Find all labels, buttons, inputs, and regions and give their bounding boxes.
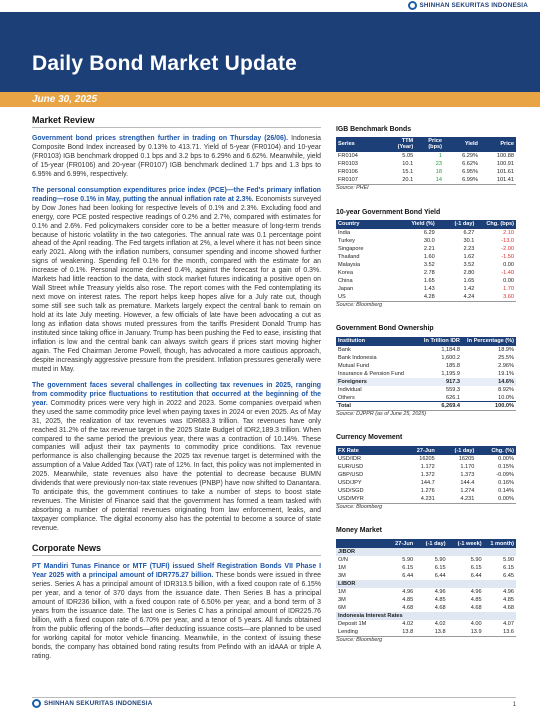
- table-source: Source: Bloomberg: [336, 503, 516, 511]
- table-cell: 16205: [419, 455, 435, 462]
- table-cell: 2.10: [503, 229, 514, 236]
- table-cell: 4.28: [423, 293, 435, 300]
- table-cell: 3.52: [463, 261, 475, 268]
- table-cell: 6.15: [402, 564, 414, 571]
- table-cell: Japan: [338, 285, 354, 292]
- table-cell: 4.96: [470, 588, 482, 595]
- table-cell: 4.07: [503, 620, 514, 627]
- table-group-header: [336, 548, 516, 556]
- paragraph-headline: Government bond prices strengthen further in trading on Thursday (26/06).: [32, 135, 289, 142]
- table-cell: 15.1: [402, 168, 414, 175]
- table-row-highlighted: [336, 378, 516, 386]
- table-cell: Deposit 1M: [338, 620, 367, 627]
- table-cell: 1.62: [463, 253, 475, 260]
- table-cell: Foreigners: [336, 378, 415, 386]
- table-cell: 20.1: [402, 176, 414, 183]
- table-cell: 2.80: [463, 269, 475, 276]
- paragraph-body: These bonds were issued in three series. Series A has a principal amount of IDR313.5 billion, with a fixed coupon rate of 6.15% per year, and a tenor of 370 days from the issuance date. Then Series B has a principal amount of IDR236 billion, with a fixed coupon rate of 6.50% per year, and a bond term of 3 years from the issuance date. The last one is Series C has a principal amount of IDR225.76 billion, with a fixed coupon rate of 6.70% per year, and a tenor of 5 years. All funds obtained from the public offering of the bonds—after deducting issuance costs—are planned to be used for working capital for motor vehicle financing. Meanwhile, in the context of issuing these bonds, the company has obtained bond rating results from Pefindo with an idAAA or triple A rating.: [32, 571, 321, 660]
- table-cell: 4.96: [402, 588, 414, 595]
- paragraph-body: Commodity prices were very high in 2022 and 2023. Some companies overpaid when they used the same commodity price level when paying taxes in 2024 or even 2025. As of May 31, 2025, the realization of tax revenues was IDR683.3 trillion. Tax revenues have only reached 31.2% of the tax revenue target in the 2025 State Budget of IDR2,189.3 trillion. When compared to the same period the previous year, there was a contraction of 10.14%. These companies will adjust their tax payments to commodity price conditions. Tax revenue performance is also challenging because the 2025 tax revenue target is determined with the assumption of a Value Added Tax (VAT) rate of 12%. In fact, this policy was not implemented in 2025. Meanwhile, state revenues also have the potential to decrease because BUMN dividends that were previously non-tax state revenues (PNBP) have now shifted to Danantara. To anticipate this, the government continues to take a number of steps to boost state revenues. The Minister of Finance said that the government has formed a team tasked with absorbing a number of potential revenues originating from law enforcement, leaks, and taxpayer compliance. The digital economy also has the potential to become a source of state revenue.: [32, 399, 321, 533]
- table-row: [336, 596, 516, 604]
- column-header: Series: [336, 137, 386, 152]
- table-cell: 6.29%: [462, 152, 478, 159]
- column-header: Yield: [444, 137, 480, 152]
- table-cell: 19.1%: [498, 370, 514, 377]
- table-cell: 1.274: [460, 487, 475, 494]
- table-cell: 101.41: [496, 176, 514, 183]
- shinhan-logo-icon: [32, 699, 41, 708]
- table-cell: 10.1: [402, 160, 414, 167]
- table-row: [336, 386, 516, 394]
- table-row: [336, 455, 516, 463]
- table-cell: 1.172: [420, 463, 435, 470]
- ownership-table: [336, 337, 516, 410]
- table-source: Source: PHEI: [336, 184, 516, 192]
- table-cell: 18.9%: [498, 346, 514, 353]
- table-row: [336, 229, 516, 237]
- table-cell: FR0106: [338, 168, 358, 175]
- table-cell: 559.3: [445, 386, 460, 393]
- table-cell: -1.50: [501, 253, 514, 260]
- table-cell: 1.65: [423, 277, 435, 284]
- table-cell: 4.96: [503, 588, 514, 595]
- table-cell: 13.9: [470, 628, 482, 635]
- table-cell: FR0103: [338, 160, 358, 167]
- table-cell: 4.85: [402, 596, 414, 603]
- table-cell: 0.00: [503, 261, 514, 268]
- report-title: Daily Bond Market Update: [32, 52, 298, 75]
- table-cell: India: [338, 229, 351, 236]
- money-market-table: [336, 539, 516, 636]
- column-header: 1 month): [484, 539, 516, 548]
- paragraph-headline: The personal consumption expenditures price index (PCE)—the Fed's primary inflation reading—rose 0.1% in May, putting the annual inflation rate at 2.3%.: [32, 186, 321, 203]
- table-cell: 4.68: [503, 604, 514, 611]
- table-cell: 10.0%: [498, 394, 514, 401]
- paragraph-body: Indonesia Composite Bond Index increased by 0.13% to 413.71. Yield of 5-year (FR0104) and 10-year (FR0103) IGB benchmark dropped 0.1 bps and 3.2 bps to 6.29% and 6.62%. Meanwhile, yield of 15-year (FR0106) and 20-year (FR0107) IGB benchmark declined 1.7 bps and 1.3 bps to 6.95% and 6.99%, respectively.: [32, 135, 321, 178]
- table-cell: 8.92%: [498, 386, 514, 393]
- table-cell: 101.61: [496, 168, 514, 175]
- table-total-row: [336, 402, 516, 410]
- table-cell: GBP/USD: [338, 471, 364, 478]
- table-cell: 1: [438, 152, 442, 159]
- column-header: Chg. (bps): [476, 220, 516, 229]
- currency-title: Currency Movement: [336, 434, 403, 442]
- table-row: [336, 168, 516, 176]
- govt-yield-title: 10-year Government Bond Yield: [336, 209, 441, 217]
- table-cell: 0.00%: [498, 495, 514, 502]
- market-review-paragraph-2: [32, 187, 321, 375]
- table-cell: 4.02: [402, 620, 414, 627]
- table-cell: 4.96: [434, 588, 446, 595]
- table-cell: 30.1: [463, 237, 475, 244]
- table-cell: 1,600.2: [441, 354, 460, 361]
- paragraph-headline: PT Mandiri Tunas Finance or MTF (TUFI) issued Shelf Registration Bonds VII Phase I Year 2025 with a principal amount of IDR775.27 billion.: [32, 562, 321, 579]
- table-row: [336, 285, 516, 293]
- table-cell: 4.68: [402, 604, 414, 611]
- table-cell: 100.91: [496, 160, 514, 167]
- column-header: Price: [480, 137, 516, 152]
- table-cell: 917.3: [415, 378, 462, 386]
- currency-table: [336, 446, 516, 503]
- table-row: [336, 160, 516, 168]
- column-header: TTM (Year): [386, 137, 415, 152]
- table-cell: O/N: [338, 556, 348, 563]
- table-cell: 5.90: [503, 556, 514, 563]
- table-cell: 6.95%: [462, 168, 478, 175]
- table-cell: 14.6%: [462, 378, 516, 386]
- table-cell: -1.40: [501, 269, 514, 276]
- table-row: [336, 269, 516, 277]
- table-cell: 16205: [458, 455, 475, 462]
- table-row: [336, 237, 516, 245]
- table-cell: 4.85: [503, 596, 514, 603]
- table-cell: 3M: [338, 572, 346, 579]
- table-cell: Turkey: [338, 237, 355, 244]
- igb-benchmark-title: IGB Benchmark Bonds: [336, 126, 412, 133]
- table-cell: USD/SGD: [338, 487, 364, 494]
- table-cell: FR0107: [338, 176, 358, 183]
- table-row: [336, 245, 516, 253]
- table-cell: 6.15: [470, 564, 482, 571]
- top-bar: [0, 0, 540, 12]
- column-header: Yield (%): [397, 220, 437, 229]
- table-cell: EUR/USD: [338, 463, 364, 470]
- table-cell: 6.99%: [462, 176, 478, 183]
- table-cell: 13.8: [434, 628, 446, 635]
- table-group-header: [336, 580, 516, 588]
- table-cell: 2.78: [423, 269, 435, 276]
- paragraph-body: Economists surveyed by Dow Jones had been looking for respective levels of 0.1% and 2.3%. Excluding food and energy, core PCE posted respective readings of 0.2% and 2.7%, compared with estimates for 0.1% and 2.6%. Fed policymakers consider core to be a better measure of long-term trends because of historic volatility in the two categories. The annual rate was 0.1 percentage point ahead of the April reading. The Fed targets inflation at 2%, a level where it has not been since early 2021. Along with the inflation numbers, consumer spending and income showed further signs of weakening. Spending fell 0.1% for the month, compared with the estimate for an increase of 0.1%. Personal income declined 0.4%, against the forecast for a gain of 0.3%. Markets had little reaction to the data, with stock market futures indicating a positive open on Wall Street while Treasury yields also rose. The report comes with the Fed contemplating its next move on interest rates. The report helps keep hopes alive for a July rate cut, though some still see such talk as premature. Markets largely expect the central bank to remain on hold at its late July meeting. However, a few officials of late have been advocating a cut as long as inflation data shows muted pressures from the tariffs President Donald Trump has instituted since taking office in January. Trump has been pushing the Fed to ease, insisting that inflation is low and the central bank can always switch gears if prices start moving higher again. The Fed Chairman Jerome Powell, though, has advocated a more cautious approach, despite increasingly aggressive pressure from the president. Inflation pressures generally were muted in May.: [32, 195, 321, 373]
- table-row: [336, 620, 516, 628]
- table-cell: -0.09%: [496, 471, 514, 478]
- table-cell: 5.05: [402, 152, 414, 159]
- table-cell: 0.14%: [498, 487, 514, 494]
- table-cell: 1,184.8: [441, 346, 460, 353]
- column-header: [336, 539, 386, 548]
- table-cell: 1.170: [460, 463, 475, 470]
- table-cell: 4.00: [470, 620, 482, 627]
- footer-logo: [32, 699, 153, 708]
- table-cell: Lending: [338, 628, 358, 635]
- table-cell: Bank Indonesia: [338, 354, 377, 361]
- column-header: Chg. (%): [476, 446, 516, 455]
- table-cell: 30.0: [423, 237, 435, 244]
- table-cell: 1.42: [463, 285, 475, 292]
- table-cell: China: [338, 277, 353, 284]
- table-cell: 1.276: [420, 487, 435, 494]
- table-cell: 0.15%: [498, 463, 514, 470]
- column-header: FX Rate: [336, 446, 397, 455]
- table-cell: Korea: [338, 269, 353, 276]
- table-cell: 5.90: [402, 556, 414, 563]
- igb-benchmark-table: [336, 137, 516, 184]
- column-header: (-1 day): [437, 446, 477, 455]
- table-source: Source: Bloomberg: [336, 301, 516, 309]
- column-header: Country: [336, 220, 397, 229]
- ownership-title: Government Bond Ownership: [336, 325, 434, 333]
- corporate-news-paragraph-1: [32, 563, 321, 661]
- table-cell: 2.96%: [498, 362, 514, 369]
- table-cell: 0.16%: [498, 479, 514, 486]
- column-header: (-1 week): [448, 539, 484, 548]
- table-cell: -13.0: [501, 237, 514, 244]
- table-source: Source: Bloomberg: [336, 636, 516, 644]
- table-row: [336, 463, 516, 471]
- table-cell: Thailand: [338, 253, 360, 260]
- table-cell: 6.44: [434, 572, 446, 579]
- column-header: Institution: [336, 337, 415, 346]
- table-cell: 5.90: [434, 556, 446, 563]
- table-cell: Singapore: [338, 245, 364, 252]
- table-cell: 6.44: [470, 572, 482, 579]
- govt-yield-table: [336, 220, 516, 301]
- table-cell: Total: [336, 402, 415, 410]
- table-cell: 4.68: [470, 604, 482, 611]
- table-cell: 25.5%: [498, 354, 514, 361]
- table-row: [336, 628, 516, 636]
- table-cell: 1.60: [423, 253, 435, 260]
- market-review-paragraph-1: [32, 135, 321, 180]
- table-cell: 4.02: [434, 620, 446, 627]
- table-row: [336, 354, 516, 362]
- left-column: [32, 107, 321, 661]
- table-row: [336, 479, 516, 487]
- column-header: In Trillion IDR: [415, 337, 462, 346]
- table-cell: 144.7: [420, 479, 435, 486]
- table-cell: Insurance & Pension Fund: [338, 370, 404, 377]
- column-header: (-1 day): [437, 220, 477, 229]
- table-cell: 2.21: [423, 245, 435, 252]
- table-row: [336, 564, 516, 572]
- table-cell: 3.60: [503, 293, 514, 300]
- table-cell: 13.6: [503, 628, 514, 635]
- column-header: (-1 day): [415, 539, 447, 548]
- table-row: [336, 152, 516, 160]
- table-cell: 626.1: [445, 394, 460, 401]
- table-row: [336, 370, 516, 378]
- table-cell: 144.4: [460, 479, 475, 486]
- table-cell: Others: [338, 394, 355, 401]
- table-cell: 13.8: [402, 628, 414, 635]
- table-cell: 2.23: [463, 245, 475, 252]
- table-row: [336, 471, 516, 479]
- table-cell: Individual: [338, 386, 362, 393]
- table-cell: Mutual Fund: [338, 362, 370, 369]
- report-date: June 30, 2025: [32, 93, 98, 105]
- table-cell: 4.85: [434, 596, 446, 603]
- report-header: [0, 12, 540, 92]
- table-cell: USD/IDR: [338, 455, 361, 462]
- table-cell: 185.8: [445, 362, 460, 369]
- group-label: LIBOR: [336, 580, 516, 588]
- table-cell: 1,195.9: [441, 370, 460, 377]
- table-cell: Bank: [338, 346, 351, 353]
- table-cell: 4.85: [470, 596, 482, 603]
- table-row: [336, 346, 516, 354]
- table-cell: 4.231: [420, 495, 435, 502]
- table-cell: USD/MYR: [338, 495, 364, 502]
- table-cell: 6.27: [463, 229, 475, 236]
- table-cell: 4.68: [434, 604, 446, 611]
- table-cell: 1.372: [420, 471, 435, 478]
- brand-logo: [408, 1, 529, 10]
- table-source: Source: DJPPR (as of June 25, 2025): [336, 410, 516, 418]
- table-cell: 23: [435, 160, 442, 167]
- table-row: [336, 588, 516, 596]
- table-cell: 3M: [338, 596, 346, 603]
- table-row: [336, 253, 516, 261]
- table-cell: 1.65: [463, 277, 475, 284]
- table-cell: 14: [435, 176, 442, 183]
- column-header: 27-Jun: [397, 446, 437, 455]
- corporate-news-title: Corporate News: [32, 543, 321, 556]
- table-cell: 6.15: [434, 564, 446, 571]
- table-cell: Malaysia: [338, 261, 361, 268]
- table-cell: 1.43: [423, 285, 435, 292]
- table-row: [336, 604, 516, 612]
- table-row: [336, 556, 516, 564]
- column-header: In Percentage (%): [462, 337, 516, 346]
- table-row: [336, 176, 516, 184]
- table-cell: -2.00: [501, 245, 514, 252]
- money-market-title: Money Market: [336, 527, 382, 535]
- paragraph-headline: The government faces several challenges in collecting tax revenues in 2025, ranging from commodity price fluctuations to restitution that occurred at the beginning of the year.: [32, 381, 321, 407]
- brand-name: SHINHAN SEKURITAS INDONESIA: [419, 2, 528, 9]
- group-label: JIBOR: [336, 548, 516, 556]
- table-cell: 6M: [338, 604, 346, 611]
- table-cell: 6,269.4: [415, 402, 462, 410]
- table-row: [336, 495, 516, 503]
- table-cell: 1.70: [503, 285, 514, 292]
- market-review-paragraph-3: [32, 382, 321, 534]
- table-cell: 18: [435, 168, 442, 175]
- table-row: [336, 261, 516, 269]
- column-header: 27-Jun: [386, 539, 415, 548]
- table-row: [336, 487, 516, 495]
- table-cell: 0.00: [503, 277, 514, 284]
- table-row: [336, 277, 516, 285]
- table-cell: 6.44: [402, 572, 414, 579]
- table-cell: 6.45: [503, 572, 514, 579]
- table-group-header: [336, 612, 516, 620]
- table-cell: 4.24: [463, 293, 475, 300]
- table-cell: 6.15: [503, 564, 514, 571]
- page-number: 1: [512, 702, 516, 708]
- table-cell: 3.52: [423, 261, 435, 268]
- table-cell: US: [338, 293, 346, 300]
- table-cell: 6.62%: [462, 160, 478, 167]
- table-cell: 1M: [338, 564, 346, 571]
- table-cell: 100.88: [496, 152, 514, 159]
- footer-divider: [32, 697, 516, 698]
- table-cell: 1.373: [460, 471, 475, 478]
- table-cell: 0.00%: [498, 455, 514, 462]
- table-cell: 4.231: [460, 495, 475, 502]
- table-row: [336, 293, 516, 301]
- right-column: [336, 107, 516, 643]
- table-cell: USD/JPY: [338, 479, 362, 486]
- table-cell: 6.29: [423, 229, 435, 236]
- table-cell: 100.0%: [462, 402, 516, 410]
- brand-name: SHINHAN SEKURITAS INDONESIA: [44, 700, 153, 707]
- table-cell: 5.90: [470, 556, 482, 563]
- date-band: [0, 92, 540, 107]
- table-row: [336, 362, 516, 370]
- shinhan-logo-icon: [408, 1, 417, 10]
- market-review-title: Market Review: [32, 115, 321, 128]
- table-cell: FR0104: [338, 152, 358, 159]
- table-cell: 1M: [338, 588, 346, 595]
- column-header: Price (bps): [415, 137, 444, 152]
- table-row: [336, 572, 516, 580]
- table-row: [336, 394, 516, 402]
- group-label: Indonesia Interest Rates: [336, 612, 516, 620]
